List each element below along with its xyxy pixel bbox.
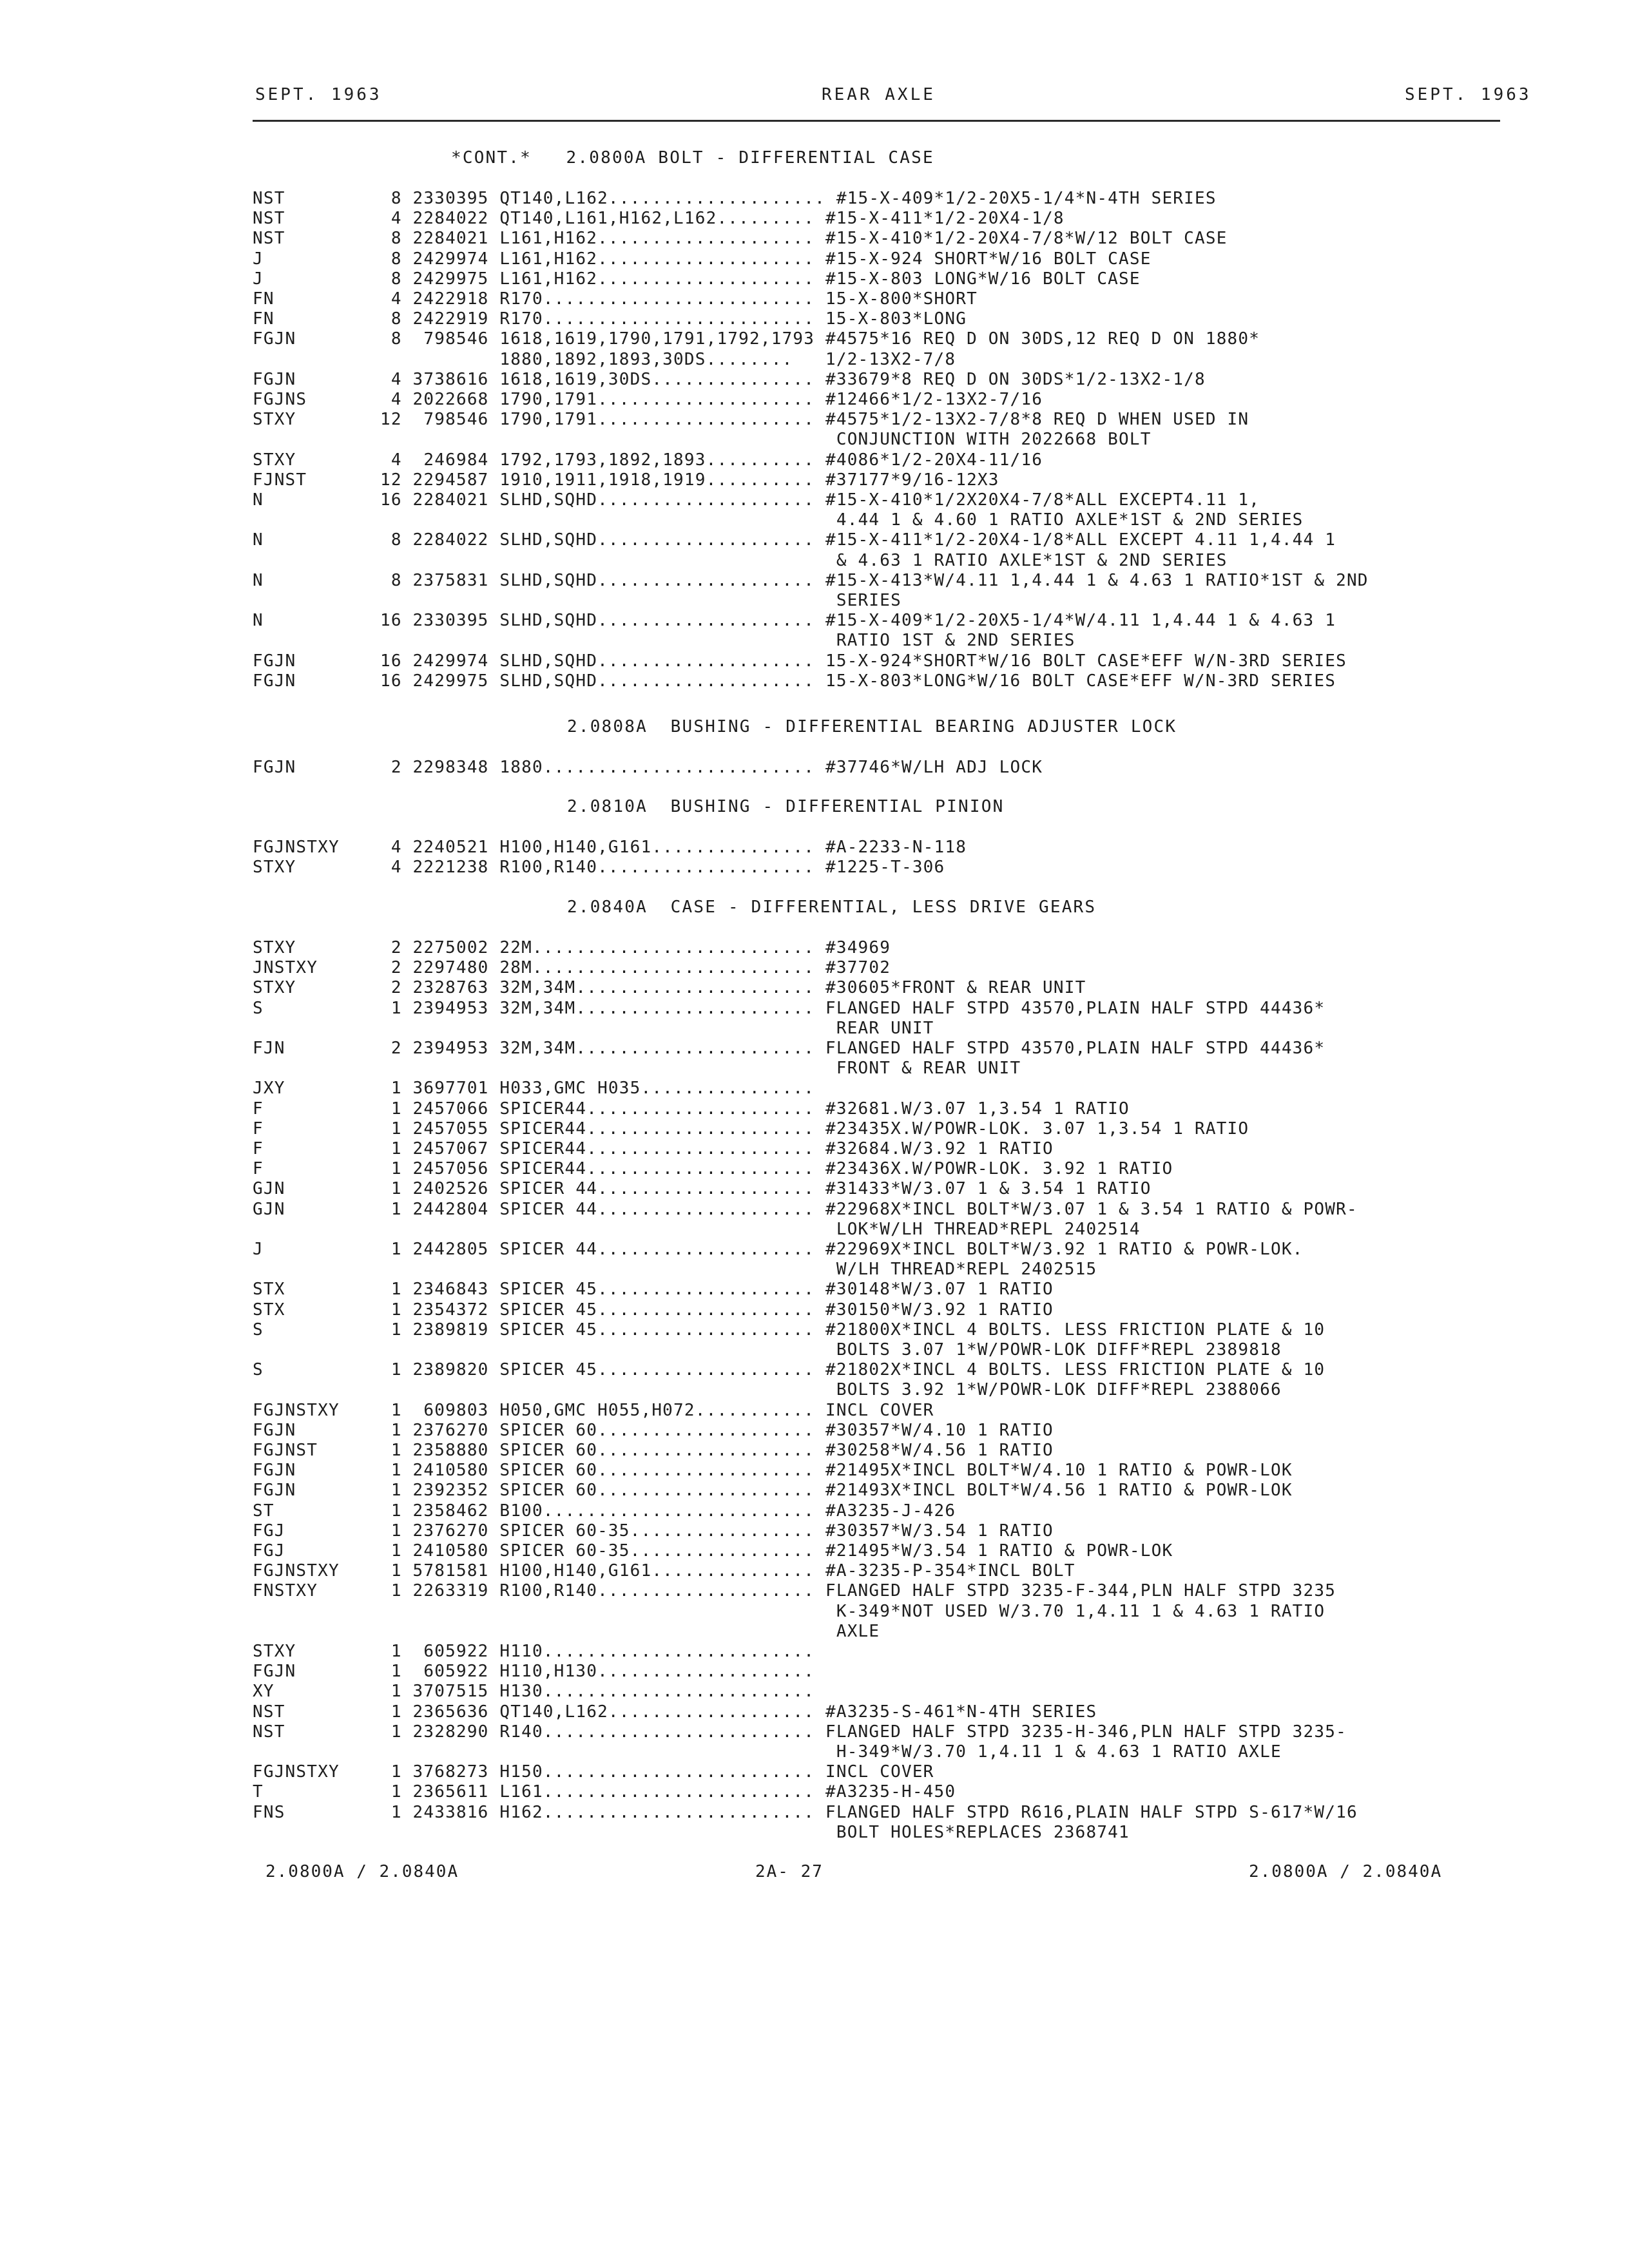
row-model-codes: FGJN (253, 1662, 296, 1682)
row-model-codes: FGJNSTXY (253, 838, 340, 857)
row-part-entry: 1 2263319 R100,R140.................... FLANGED HALF STPD 3235-F-344,PLN HALF STPD 3235 (380, 1581, 1336, 1601)
row-part-entry: 1 2354372 SPICER 45.................... #30150*W/3.92 1 RATIO (380, 1300, 1054, 1320)
row-model-codes: FJNST (253, 470, 307, 490)
row-model-codes: N (253, 570, 264, 590)
row-part-entry: 16 2429974 SLHD,SQHD.................... 15-X-924*SHORT*W/16 BOLT CASE*EFF W/N-3RD SERIES (380, 651, 1347, 671)
row-model-codes: FNS (253, 1802, 285, 1822)
row-part-entry: 1 2392352 SPICER 60.................... #21493X*INCL BOLT*W/4.56 1 RATIO & POWR-LOK (380, 1481, 1293, 1501)
row-model-codes: T (253, 1782, 264, 1802)
row-part-entry: 16 2429975 SLHD,SQHD.................... 15-X-803*LONG*W/16 BOLT CASE*EFF W/N-3RD SERIES (380, 671, 1336, 691)
row-model-codes: JXY (253, 1079, 285, 1099)
row-model-codes: STXY (253, 1642, 296, 1661)
row-part-entry: K-349*NOT USED W/3.70 1,4.11 1 & 4.63 1 RATIO (380, 1601, 1325, 1621)
row-model-codes: S (253, 998, 264, 1018)
row-model-codes: FGJN (253, 329, 296, 349)
row-model-codes: FGJN (253, 758, 296, 777)
row-part-entry: 8 798546 1618,1619,1790,1791,1792,1793 #4575*16 REQ D ON 30DS,12 REQ D ON 1880* (380, 329, 1260, 349)
row-part-entry: 8 2429975 L161,H162.................... #15-X-803 LONG*W/16 BOLT CASE (380, 269, 1141, 289)
row-part-entry: 1 2365611 L161......................... #A3235-H-450 (380, 1782, 956, 1802)
row-part-entry: BOLTS 3.07 1*W/POWR-LOK DIFF*REPL 2389818 (380, 1340, 1282, 1360)
row-part-entry: 4 2022668 1790,1791.................... #12466*1/2-13X2-7/16 (380, 390, 1043, 409)
row-model-codes: NST (253, 209, 285, 229)
section-title: 2.0840A CASE - DIFFERENTIAL, LESS DRIVE GEARS (567, 898, 1097, 917)
row-model-codes: FGJN (253, 1481, 296, 1501)
row-model-codes: J (253, 1240, 264, 1259)
row-part-entry: 1 3707515 H130......................... (380, 1682, 815, 1702)
row-part-entry: 1 2457066 SPICER44..................... #32681.W/3.07 1,3.54 1 RATIO (380, 1099, 1130, 1119)
row-part-entry: BOLTS 3.92 1*W/POWR-LOK DIFF*REPL 2388066 (380, 1380, 1282, 1400)
row-model-codes: N (253, 490, 264, 510)
row-model-codes: FGJN (253, 671, 296, 691)
row-part-entry: REAR UNIT (380, 1018, 934, 1038)
row-part-entry: 1 2457067 SPICER44..................... #32684.W/3.92 1 RATIO (380, 1139, 1054, 1158)
row-model-codes: FN (253, 309, 275, 329)
row-part-entry: 1 3768273 H150......................... INCL COVER (380, 1762, 934, 1782)
row-part-entry: 1 605922 H110,H130.................... (380, 1662, 815, 1682)
row-part-entry: 1 2410580 SPICER 60.................... #21495X*INCL BOLT*W/4.10 1 RATIO & POWR-LOK (380, 1461, 1293, 1481)
row-part-entry: 1 2394953 32M,34M...................... FLANGED HALF STPD 43570,PLAIN HALF STPD 44436* (380, 998, 1325, 1018)
row-model-codes: FGJ (253, 1521, 285, 1541)
row-model-codes: FGJNS (253, 390, 307, 409)
row-part-entry: 1 2376270 SPICER 60.................... #30357*W/4.10 1 RATIO (380, 1420, 1054, 1440)
footer-range-right: 2.0800A / 2.0840A (1249, 1862, 1443, 1881)
row-part-entry: 8 2284021 L161,H162.................... #15-X-410*1/2-20X4-7/8*W/12 BOLT CASE (380, 229, 1228, 249)
row-part-entry: CONJUNCTION WITH 2022668 BOLT (380, 430, 1152, 450)
row-part-entry: 1 2389820 SPICER 45.................... #21802X*INCL 4 BOLTS. LESS FRICTION PLATE & 10 (380, 1360, 1325, 1380)
row-part-entry: 1 2376270 SPICER 60-35................. #30357*W/3.54 1 RATIO (380, 1521, 1054, 1541)
header-title: REAR AXLE (822, 85, 936, 104)
row-model-codes: STXY (253, 450, 296, 470)
row-part-entry: 4 2240521 H100,H140,G161............... #A-2233-N-118 (380, 838, 967, 857)
row-model-codes: FNSTXY (253, 1581, 318, 1601)
row-model-codes: FN (253, 289, 275, 309)
row-model-codes: FGJ (253, 1541, 285, 1561)
row-model-codes: ST (253, 1501, 275, 1521)
row-part-entry: BOLT HOLES*REPLACES 2368741 (380, 1822, 1130, 1842)
row-part-entry: 12 2294587 1910,1911,1918,1919.......... #37177*9/16-12X3 (380, 470, 999, 490)
row-part-entry: 16 2330395 SLHD,SQHD.................... #15-X-409*1/2-20X5-1/4*W/4.11 1,4.44 1 & 4.63 1 (380, 611, 1336, 631)
row-model-codes: S (253, 1360, 264, 1380)
row-part-entry: 8 2429974 L161,H162.................... #15-X-924 SHORT*W/16 BOLT CASE (380, 249, 1152, 269)
section-title: *CONT.* 2.0800A BOLT - DIFFERENTIAL CASE (451, 148, 934, 168)
header-date-right: SEPT. 1963 (1405, 85, 1532, 104)
row-part-entry: 2 2394953 32M,34M...................... FLANGED HALF STPD 43570,PLAIN HALF STPD 44436* (380, 1039, 1325, 1058)
row-model-codes: STXY (253, 410, 296, 430)
row-part-entry: 8 2284022 SLHD,SQHD.................... #15-X-411*1/2-20X4-1/8*ALL EXCEPT 4.11 1,4.44 1 (380, 530, 1336, 550)
row-model-codes: STX (253, 1280, 285, 1300)
row-model-codes: STXY (253, 938, 296, 957)
row-model-codes: NST (253, 1702, 285, 1722)
row-part-entry: RATIO 1ST & 2ND SERIES (380, 631, 1075, 651)
row-part-entry: 4 3738616 1618,1619,30DS............... #33679*8 REQ D ON 30DS*1/2-13X2-1/8 (380, 369, 1206, 389)
row-part-entry: 1 2346843 SPICER 45.................... #30148*W/3.07 1 RATIO (380, 1280, 1054, 1300)
row-part-entry: 4 2284022 QT140,L161,H162,L162......... #15-X-411*1/2-20X4-1/8 (380, 209, 1065, 229)
row-part-entry: W/LH THREAD*REPL 2402515 (380, 1260, 1097, 1280)
row-model-codes: FGJN (253, 1461, 296, 1481)
row-model-codes: J (253, 269, 264, 289)
row-part-entry: 12 798546 1790,1791.................... #4575*1/2-13X2-7/8*8 REQ D WHEN USED IN (380, 410, 1249, 430)
row-part-entry: 2 2275002 22M.......................... #34969 (380, 938, 891, 957)
row-model-codes: N (253, 611, 264, 631)
row-part-entry: 2 2328763 32M,34M...................... #30605*FRONT & REAR UNIT (380, 978, 1086, 998)
row-model-codes: XY (253, 1682, 275, 1702)
row-part-entry: 4 2221238 R100,R140.................... #1225-T-306 (380, 858, 945, 878)
row-part-entry: 1 2457056 SPICER44..................... #23436X.W/POWR-LOK. 3.92 1 RATIO (380, 1159, 1173, 1179)
row-part-entry: 1 2433816 H162......................... FLANGED HALF STPD R616,PLAIN HALF STPD S-617*W/16 (380, 1802, 1358, 1822)
row-part-entry: 1 2328290 R140......................... FLANGED HALF STPD 3235-H-346,PLN HALF STPD 3235- (380, 1722, 1347, 1742)
header-date-left: SEPT. 1963 (255, 85, 382, 104)
row-model-codes: FGJNST (253, 1441, 318, 1460)
row-part-entry: 2 2298348 1880......................... #37746*W/LH ADJ LOCK (380, 758, 1043, 777)
row-model-codes: GJN (253, 1199, 285, 1219)
row-model-codes: STXY (253, 978, 296, 998)
row-part-entry: 2 2297480 28M.......................... #37702 (380, 958, 891, 978)
row-part-entry: 4 246984 1792,1793,1892,1893.......... #4086*1/2-20X4-11/16 (380, 450, 1043, 470)
footer-range-left: 2.0800A / 2.0840A (265, 1862, 459, 1881)
row-part-entry: & 4.63 1 RATIO AXLE*1ST & 2ND SERIES (380, 550, 1228, 570)
row-part-entry: 1 2389819 SPICER 45.................... #21800X*INCL 4 BOLTS. LESS FRICTION PLATE & 10 (380, 1320, 1325, 1340)
page-number: 2A- 27 (755, 1862, 824, 1881)
row-part-entry: 1 2358462 B100......................... #A3235-J-426 (380, 1501, 956, 1521)
row-part-entry: 1 2442804 SPICER 44.................... #22968X*INCL BOLT*W/3.07 1 & 3.54 1 RATIO & POWR- (380, 1199, 1358, 1219)
row-model-codes: FGJNSTXY (253, 1762, 340, 1782)
row-model-codes: FGJN (253, 651, 296, 671)
row-part-entry: 1 2365636 QT140,L162................... #A3235-S-461*N-4TH SERIES (380, 1702, 1097, 1722)
row-model-codes: FJN (253, 1039, 285, 1058)
row-part-entry: AXLE (380, 1621, 880, 1641)
row-model-codes: FGJNSTXY (253, 1400, 340, 1420)
row-part-entry: 1 2358880 SPICER 60.................... #30258*W/4.56 1 RATIO (380, 1441, 1054, 1460)
row-part-entry: 1 2402526 SPICER 44.................... #31433*W/3.07 1 & 3.54 1 RATIO (380, 1179, 1152, 1199)
row-model-codes: GJN (253, 1179, 285, 1199)
row-part-entry: 8 2422919 R170......................... 15-X-803*LONG (380, 309, 967, 329)
row-model-codes: FGJN (253, 1420, 296, 1440)
row-part-entry: 1 2457055 SPICER44..................... #23435X.W/POWR-LOK. 3.07 1,3.54 1 RATIO (380, 1119, 1249, 1139)
row-model-codes: STX (253, 1300, 285, 1320)
section-title: 2.0810A BUSHING - DIFFERENTIAL PINION (567, 797, 1005, 816)
row-part-entry: 1 5781581 H100,H140,G161............... #A-3235-P-354*INCL BOLT (380, 1561, 1075, 1581)
row-part-entry: 1 2442805 SPICER 44.................... #22969X*INCL BOLT*W/3.92 1 RATIO & POWR-LOK. (380, 1240, 1304, 1259)
row-part-entry: 1 3697701 H033,GMC H035................ (380, 1079, 815, 1099)
row-part-entry: SERIES (380, 591, 901, 610)
row-part-entry: FRONT & REAR UNIT (380, 1059, 1021, 1079)
row-part-entry: H-349*W/3.70 1,4.11 1 & 4.63 1 RATIO AXLE (380, 1742, 1282, 1762)
row-model-codes: F (253, 1119, 264, 1139)
row-model-codes: FGJNSTXY (253, 1561, 340, 1581)
row-model-codes: NST (253, 1722, 285, 1742)
row-part-entry: 8 2330395 QT140,L162.................... #15-X-409*1/2-20X5-1/4*N-4TH SERIES (380, 189, 1217, 208)
row-model-codes: JNSTXY (253, 958, 318, 978)
row-part-entry: LOK*W/LH THREAD*REPL 2402514 (380, 1219, 1141, 1239)
row-model-codes: J (253, 249, 264, 269)
row-part-entry: 1 2410580 SPICER 60-35................. #21495*W/3.54 1 RATIO & POWR-LOK (380, 1541, 1173, 1561)
row-model-codes: N (253, 530, 264, 550)
row-part-entry: 16 2284021 SLHD,SQHD.................... #15-X-410*1/2X20X4-7/8*ALL EXCEPT4.11 1, (380, 490, 1260, 510)
row-model-codes: NST (253, 229, 285, 249)
row-model-codes: F (253, 1159, 264, 1179)
row-part-entry: 1 605922 H110......................... (380, 1642, 815, 1661)
section-title: 2.0808A BUSHING - DIFFERENTIAL BEARING ADJUSTER LOCK (567, 717, 1177, 736)
row-part-entry: 1880,1892,1893,30DS........ 1/2-13X2-7/8 (380, 349, 956, 369)
row-model-codes: NST (253, 189, 285, 208)
row-part-entry: 4 2422918 R170......................... 15-X-800*SHORT (380, 289, 978, 309)
row-part-entry: 4.44 1 & 4.60 1 RATIO AXLE*1ST & 2ND SERIES (380, 510, 1304, 530)
row-part-entry: 1 609803 H050,GMC H055,H072........... INCL COVER (380, 1400, 934, 1420)
row-model-codes: FGJN (253, 369, 296, 389)
row-model-codes: F (253, 1099, 264, 1119)
row-model-codes: F (253, 1139, 264, 1158)
row-model-codes: STXY (253, 858, 296, 878)
row-part-entry: 8 2375831 SLHD,SQHD.................... #15-X-413*W/4.11 1,4.44 1 & 4.63 1 RATIO*1ST & 2ND (380, 570, 1369, 590)
row-model-codes: S (253, 1320, 264, 1340)
